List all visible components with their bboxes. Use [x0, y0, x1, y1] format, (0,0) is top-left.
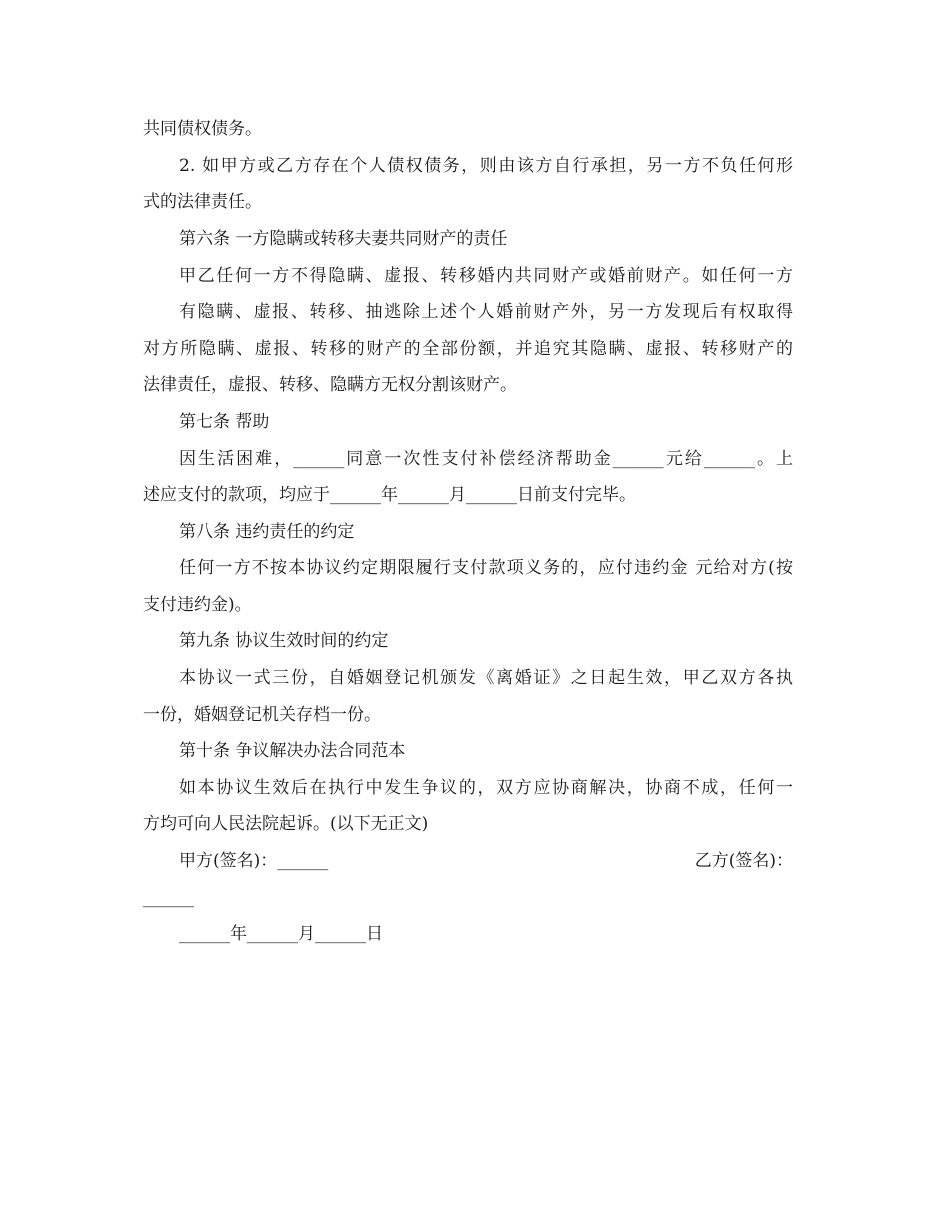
paragraph-line: 对方所隐瞒、虚报、转移的财产的全部份额，并追究其隐瞒、虚报、转移财产的 — [143, 339, 793, 359]
paragraph-line: 本协议一式三份，自婚姻登记机颁发《离婚证》之日起生效，甲乙双方各执 — [179, 668, 793, 688]
paragraph-line: 法律责任，虚报、转移、隐瞒方无权分割该财产。 — [143, 375, 517, 395]
paragraph-line: 式的法律责任。 — [143, 192, 262, 212]
party-b-signature-blank: ______ — [143, 888, 194, 908]
party-a-signature: 甲方(签名)：______ — [179, 851, 329, 871]
section-heading: 第九条 协议生效时间的约定 — [179, 631, 389, 651]
paragraph-line: 有隐瞒、虚报、转移、抽逃除上述个人婚前财产外，另一方发现后有权取得 — [179, 302, 793, 322]
paragraph-line: 述应支付的款项，均应于______年______月______日前支付完毕。 — [143, 485, 636, 505]
section-heading: 第七条 帮助 — [179, 412, 270, 432]
paragraph-line: 方均可向人民法院起诉。(以下无正文) — [143, 814, 429, 834]
paragraph-line: 共同债权债务。 — [143, 119, 262, 139]
paragraph-line: 支付违约金)。 — [143, 595, 252, 615]
section-heading: 第八条 违约责任的约定 — [179, 522, 355, 542]
section-heading: 第十条 争议解决办法合同范本 — [179, 741, 406, 761]
section-heading: 第六条 一方隐瞒或转移夫妻共同财产的责任 — [179, 229, 508, 249]
party-b-signature: 乙方(签名)： — [694, 851, 793, 871]
paragraph-line: 一份，婚姻登记机关存档一份。 — [143, 705, 381, 725]
paragraph-line: 2. 如甲方或乙方存在个人债权债务，则由该方自行承担，另一方不负任何形 — [179, 156, 793, 176]
paragraph-line: 任何一方不按本协议约定期限履行支付款项义务的，应付违约金 元给对方(按 — [179, 558, 793, 578]
paragraph-line: 甲乙任何一方不得隐瞒、虚报、转移婚内共同财产或婚前财产。如任何一方 — [179, 266, 793, 286]
paragraph-line: 如本协议生效后在执行中发生争议的，双方应协商解决，协商不成，任何一 — [179, 778, 793, 798]
paragraph-line: 因生活困难，______同意一次性支付补偿经济帮助金______元给______。上 — [179, 449, 793, 469]
signature-date: ______年______月______日 — [179, 924, 383, 944]
